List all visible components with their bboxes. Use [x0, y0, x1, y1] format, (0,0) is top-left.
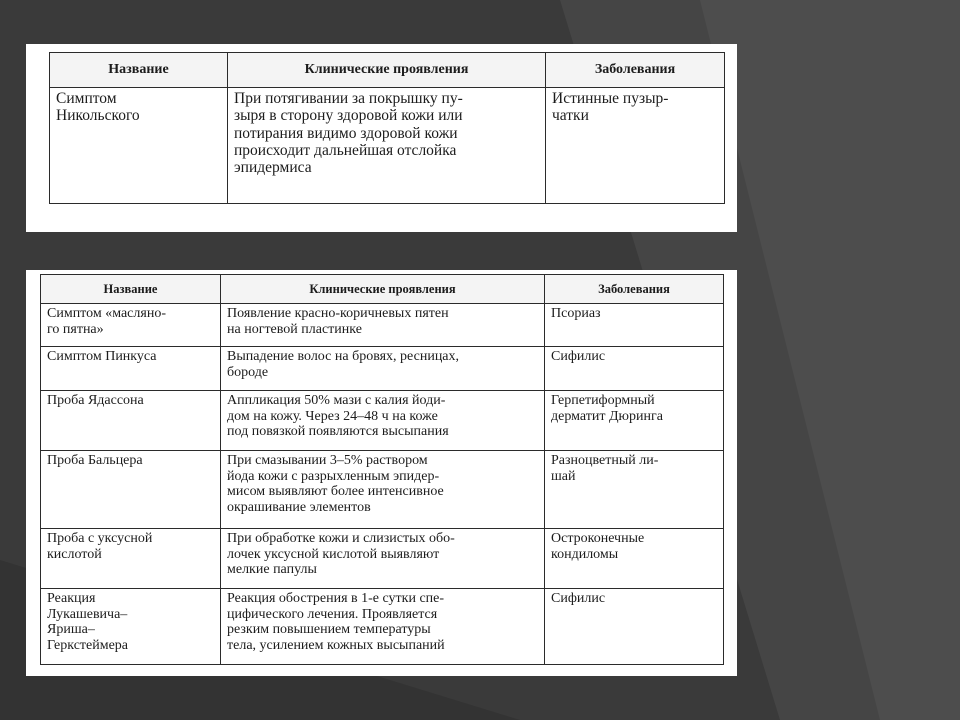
table-row: [41, 347, 724, 391]
table-row: [41, 589, 724, 665]
header-manifestations: Клинические проявления: [228, 53, 546, 88]
cell-name: Проба Бальцера: [41, 451, 221, 529]
cell-disease: Остроконечные кондиломы: [545, 529, 724, 589]
table-row: [41, 304, 724, 347]
cell-manifestations: Реакция обострения в 1-е сутки спе- цифического лечения. Проявляется резким повышением температуры тела, усилением кожных высыпаний: [221, 589, 545, 665]
cell-manifestations: Появление красно-коричневых пятен на ногтевой пластинке: [221, 304, 545, 347]
cell-name: Проба Ядассона: [41, 391, 221, 451]
cell-disease: Разноцветный ли- шай: [545, 451, 724, 529]
cell-name: Симптом «масляно- го пятна»: [41, 304, 221, 347]
table-row: [41, 451, 724, 529]
cell-name: Реакция Лукашевича– Яриша– Геркстеймера: [41, 589, 221, 665]
cell-disease: Сифилис: [545, 347, 724, 391]
cell-disease: Сифилис: [545, 589, 724, 665]
table-row: [50, 88, 725, 204]
table-header-row: [41, 275, 724, 304]
table-row: [41, 391, 724, 451]
cell-manifestations: При смазывании 3–5% раствором йода кожи с разрыхленным эпидер- мисом выявляют более интенсивное окрашивание элементов: [221, 451, 545, 529]
cell-name: Проба с уксусной кислотой: [41, 529, 221, 589]
cell-name: Симптом Никольского: [50, 88, 228, 204]
symptom-table-nikolsky: [49, 52, 725, 204]
header-disease: Заболевания: [546, 53, 725, 88]
cell-disease: Истинные пузыр- чатки: [546, 88, 725, 204]
cell-manifestations: Аппликация 50% мази с калия йоди- дом на кожу. Через 24–48 ч на коже под повязкой появляются высыпания: [221, 391, 545, 451]
cell-name: Симптом Пинкуса: [41, 347, 221, 391]
scan-panel-symptoms: [26, 270, 737, 676]
table-header-row: [50, 53, 725, 88]
cell-manifestations: Выпадение волос на бровях, ресницах, бороде: [221, 347, 545, 391]
scan-panel-nikolsky: [26, 44, 737, 232]
symptom-table: [40, 274, 724, 665]
header-manifestations: Клинические проявления: [221, 275, 545, 304]
table-row: [41, 529, 724, 589]
cell-disease: Псориаз: [545, 304, 724, 347]
cell-manifestations: При потягивании за покрышку пу- зыря в сторону здоровой кожи или потирания видимо здоровой кожи происходит дальнейшая отслойка эпидермиса: [228, 88, 546, 204]
cell-disease: Герпетиформный дерматит Дюринга: [545, 391, 724, 451]
cell-manifestations: При обработке кожи и слизистых обо- лочек уксусной кислотой выявляют мелкие папулы: [221, 529, 545, 589]
header-disease: Заболевания: [545, 275, 724, 304]
header-name: Название: [50, 53, 228, 88]
header-name: Название: [41, 275, 221, 304]
